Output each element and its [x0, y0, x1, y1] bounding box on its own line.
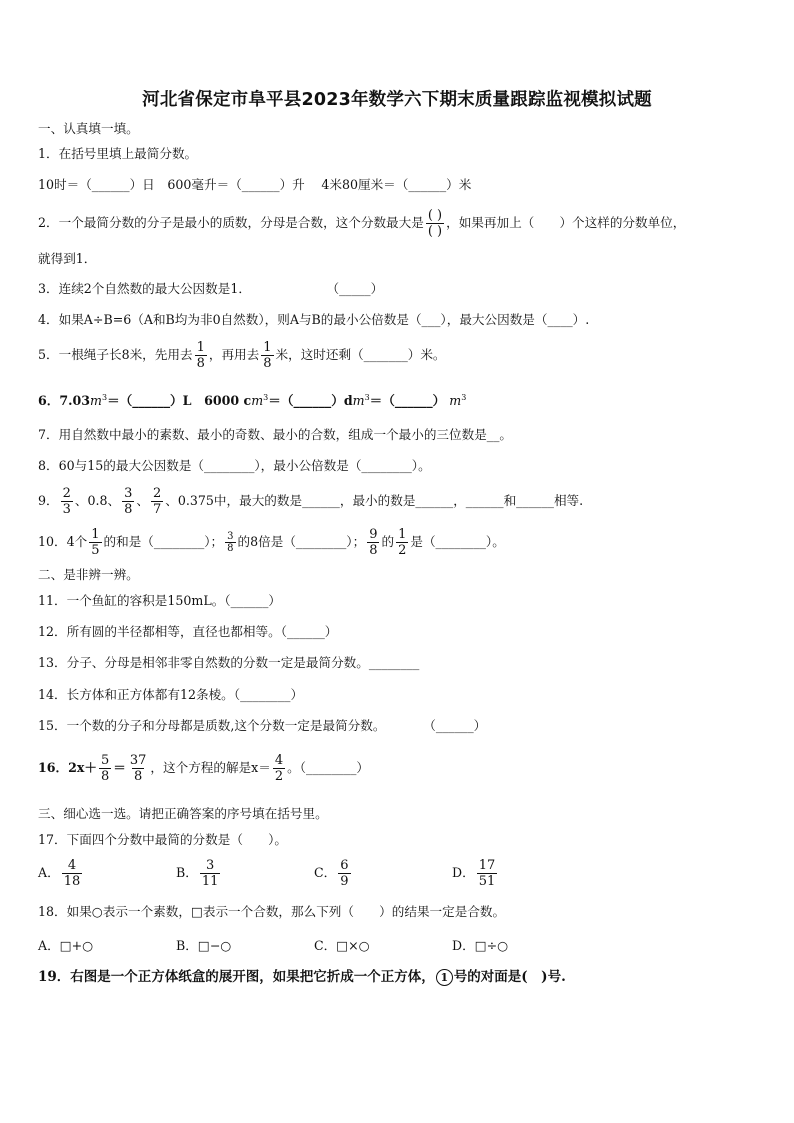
- option-fraction: [338, 858, 350, 889]
- fraction-denominator: 8: [196, 356, 205, 371]
- question-10-text-a: 10．4个: [38, 534, 88, 549]
- question-10-text-d: 的: [381, 534, 395, 549]
- fraction-numerator: 1: [263, 340, 272, 355]
- unit-exponent: 3: [364, 393, 370, 402]
- question-5-text-b: ，再用去: [208, 347, 260, 362]
- question-10-text-e: 是（________）。: [410, 534, 505, 549]
- section-1-heading: 一、认真填一填。: [38, 121, 139, 136]
- question-16-text-b: ＝: [113, 760, 126, 775]
- page-title: 河北省保定市阜平县2023年数学六下期末质量跟踪监视模拟试题: [142, 90, 652, 110]
- fraction-denominator: 8: [227, 543, 234, 554]
- question-9-text-b: 、0.8、: [74, 493, 121, 508]
- fraction-numerator: ( ): [427, 208, 443, 223]
- question-9-fraction-1: [61, 486, 73, 517]
- section-2-heading: 二、是非辨一辨。: [38, 567, 139, 582]
- unit-exponent: 3: [461, 393, 467, 402]
- question-2-fraction: [426, 208, 444, 239]
- question-13: 13．分子、分母是相邻非零自然数的分数一定是最简分数。________: [38, 655, 420, 670]
- question-9: [38, 486, 583, 517]
- question-15: 15．一个数的分子和分母都是质数,这个分数一定是最简分数。 （______）: [38, 718, 487, 733]
- fraction-denominator: 7: [152, 502, 162, 517]
- question-2-continued: 就得到1．: [38, 251, 97, 266]
- unit-m: m: [352, 393, 365, 409]
- fraction-numerator: 4: [274, 753, 284, 768]
- question-17-option-d[interactable]: [452, 858, 499, 889]
- option-label: C．: [314, 865, 337, 880]
- fraction-numerator: 4: [67, 858, 77, 873]
- question-6-text-a: 6．7.03: [38, 393, 91, 409]
- fraction-numerator: 3: [205, 858, 215, 873]
- unit-exponent: 3: [263, 393, 269, 402]
- fraction-denominator: 2: [274, 769, 284, 784]
- question-19: [38, 968, 566, 986]
- question-19-text-a: 19．右图是一个正方体纸盒的展开图，如果把它折成一个正方体，: [38, 969, 435, 985]
- unit-m: m: [90, 393, 102, 409]
- unit-m: m: [449, 393, 462, 409]
- question-12: 12．所有圆的半径都相等，直径也都相等。（______）: [38, 624, 338, 639]
- section-3-heading: 三、细心选一选。请把正确答案的序号填在括号里。: [38, 806, 328, 821]
- question-3: 3．连续2个自然数的最大公因数是1． （_____）: [38, 281, 384, 296]
- question-18-option-a[interactable]: A．□+○: [38, 938, 94, 953]
- question-16-text-d: 。（________）: [287, 760, 369, 775]
- question-5-fraction-2: [261, 340, 273, 371]
- question-6: [38, 389, 466, 410]
- option-fraction: [62, 858, 83, 889]
- fraction-numerator: 1: [196, 340, 205, 355]
- fraction-numerator: 1: [91, 527, 100, 542]
- unit-exponent: 3: [101, 393, 108, 402]
- question-1: 1．在括号里填上最简分数。: [38, 146, 198, 161]
- fraction-denominator: 8: [369, 543, 378, 558]
- question-9-fraction-2: [122, 486, 134, 517]
- question-10-fraction-4: [396, 527, 408, 558]
- fraction-denominator: 9: [340, 874, 349, 889]
- question-5-text-c: 米，这时还剩（_______）米。: [275, 347, 446, 362]
- question-5: [38, 340, 446, 371]
- fraction-denominator: 3: [62, 502, 71, 517]
- question-9-text-a: 9．: [38, 493, 59, 508]
- fraction-denominator: 8: [100, 769, 110, 784]
- fraction-numerator: 6: [340, 858, 349, 873]
- question-10-text-c: 的8倍是（________）；: [237, 534, 366, 549]
- fraction-denominator: 11: [201, 874, 219, 889]
- question-10-text-b: 的和是（________）；: [103, 534, 224, 549]
- question-11: 11．一个鱼缸的容积是150mL。（______）: [38, 593, 281, 608]
- question-17-option-a[interactable]: [38, 858, 84, 889]
- option-label: A．: [38, 865, 60, 880]
- fraction-denominator: 2: [398, 543, 407, 558]
- question-17-option-b[interactable]: [176, 858, 222, 889]
- question-16-text-a: 16．2x＋: [38, 760, 97, 775]
- fraction-numerator: 3: [227, 531, 234, 542]
- question-10-fraction-2: [225, 531, 235, 554]
- fraction-numerator: 3: [124, 486, 133, 501]
- fraction-numerator: 2: [62, 486, 71, 501]
- question-17-option-c[interactable]: [314, 858, 353, 889]
- fraction-numerator: 5: [100, 753, 110, 768]
- question-2-text-b: ，如果再加上（ ）个这样的分数单位，: [446, 215, 686, 230]
- question-1-items: 10时＝（______）日 600毫升＝（______）升 4米80厘米＝（______）米: [38, 177, 472, 192]
- fraction-denominator: 5: [91, 543, 100, 558]
- question-18-option-b[interactable]: B．□−○: [176, 938, 232, 953]
- question-10-fraction-3: [367, 527, 379, 558]
- question-7: 7．用自然数中最小的素数、最小的奇数、最小的合数，组成一个最小的三位数是__。: [38, 427, 512, 442]
- option-fraction: [477, 858, 498, 889]
- question-6-text-b: ＝（______）L 6000 c: [107, 393, 252, 409]
- option-label: D．: [452, 865, 475, 880]
- question-17: 17．下面四个分数中最简的分数是（ ）。: [38, 832, 288, 847]
- fraction-numerator: 17: [478, 858, 496, 873]
- fraction-denominator: 8: [133, 769, 143, 784]
- fraction-denominator: 51: [478, 874, 496, 889]
- unit-m: m: [251, 393, 264, 409]
- fraction-denominator: 8: [263, 356, 272, 371]
- question-9-text-c: 、: [136, 493, 149, 508]
- question-10: [38, 527, 505, 558]
- question-9-fraction-3: [151, 486, 163, 517]
- fraction-denominator: ( ): [427, 224, 443, 239]
- option-fraction: [200, 858, 221, 889]
- question-14: 14．长方体和正方体都有12条棱。（________）: [38, 687, 304, 702]
- question-16-fraction-1: [99, 753, 111, 784]
- option-label: B．: [176, 865, 198, 880]
- question-16-fraction-3: [273, 753, 285, 784]
- question-6-text-d: ＝（______）: [369, 393, 446, 409]
- question-9-text-d: 、0.375中，最大的数是______，最小的数是______，______和______相等.: [165, 493, 584, 508]
- fraction-numerator: 9: [369, 527, 378, 542]
- question-10-fraction-1: [89, 527, 101, 558]
- question-18-option-d[interactable]: D．□÷○: [452, 938, 509, 953]
- question-4: 4．如果A÷B=6（A和B均为非0自然数），则A与B的最小公倍数是（___），最大公因数是（____）.: [38, 312, 590, 327]
- question-16-fraction-2: [128, 753, 149, 784]
- question-5-text-a: 5．一根绳子长8米，先用去: [38, 347, 193, 362]
- fraction-numerator: 1: [398, 527, 407, 542]
- question-16: [38, 753, 369, 784]
- fraction-denominator: 8: [124, 502, 133, 517]
- fraction-numerator: 2: [152, 486, 162, 501]
- question-16-text-c: ，这个方程的解是x＝: [150, 760, 271, 775]
- question-5-fraction-1: [195, 340, 207, 371]
- question-2: [38, 208, 685, 239]
- fraction-numerator: 37: [129, 753, 147, 768]
- question-2-text-a: 2．一个最简分数的分子是最小的质数，分母是合数，这个分数最大是: [38, 215, 424, 230]
- question-8: 8．60与15的最大公因数是（________），最小公倍数是（________）。: [38, 458, 431, 473]
- circled-number-1: 1: [436, 969, 453, 986]
- question-18: 18．如果○表示一个素数，□表示一个合数，那么下列（ ）的结果一定是合数。: [38, 904, 506, 919]
- question-6-text-c: ＝（______）d: [268, 393, 353, 409]
- question-19-text-b: 号的对面是( )号.: [453, 969, 566, 985]
- question-18-option-c[interactable]: C．□×○: [314, 938, 370, 953]
- fraction-denominator: 18: [63, 874, 81, 889]
